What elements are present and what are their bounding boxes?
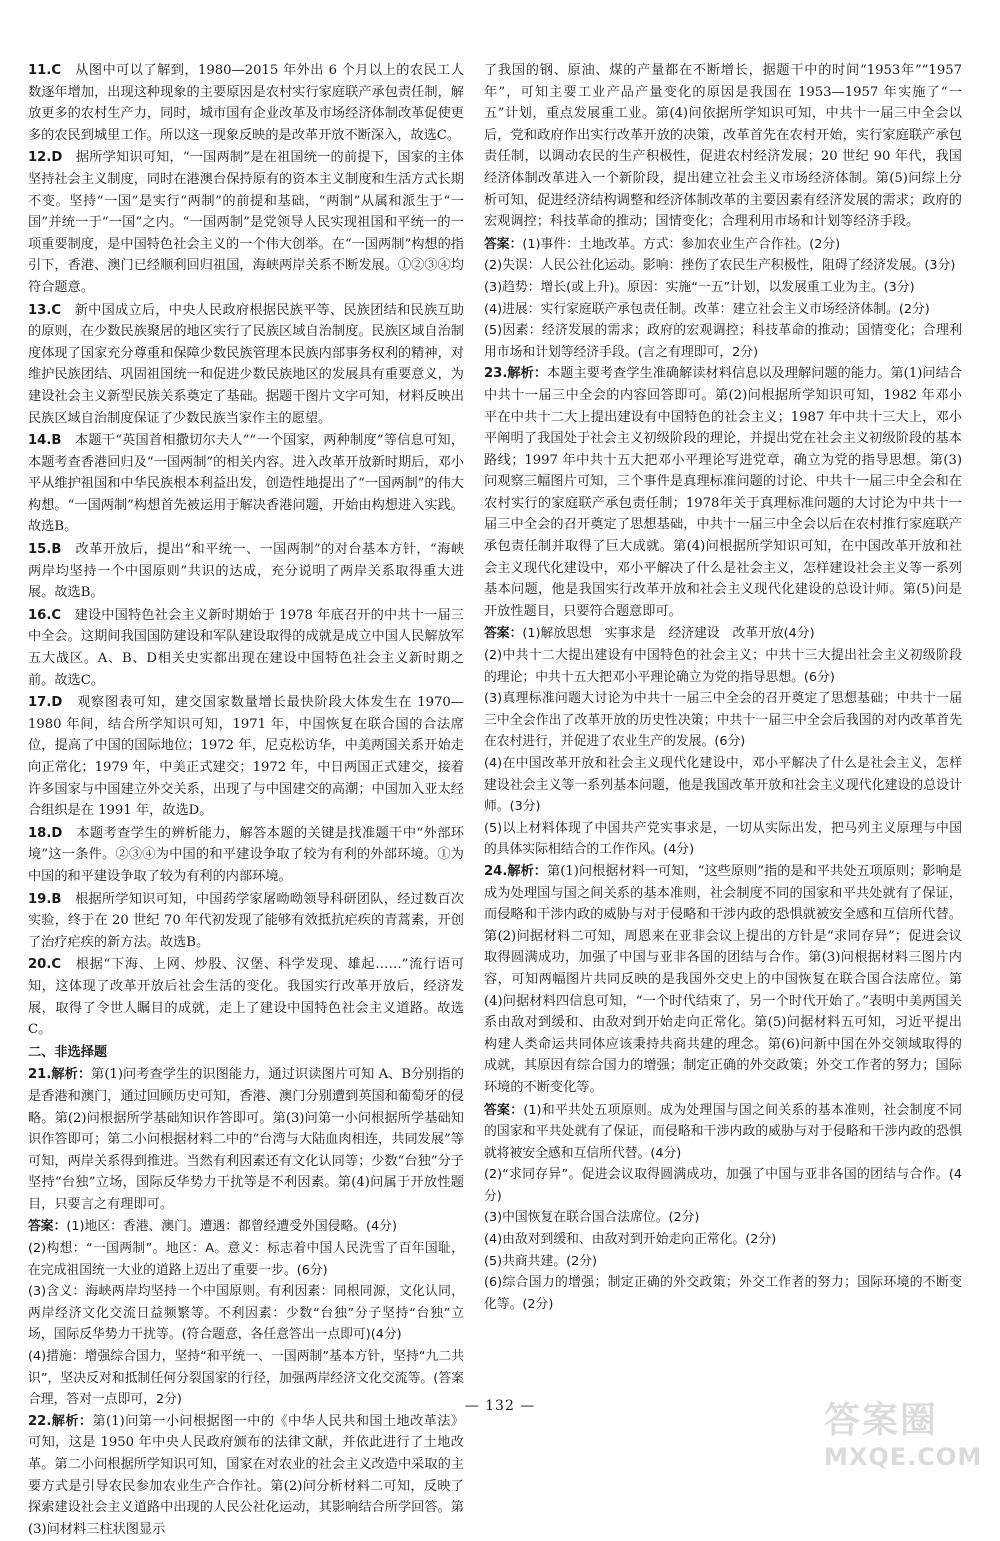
mc-item-17: 17.D 观察图表可知，建交国家数量增长最快阶段大体发生在 1970—1980 年间，结合所学知识可知，1971 年，中国恢复在联合国的合法席位，提高了中国的国际地位；1972 年，尼克松访华，中美两国关系开始走向正常化；1979 年，中美正式建交；1972 年，中日两国正式建交，接着许多国家与中国建立外交关系，出现了与中国建交的高潮；中国加入亚太经合组织是在 1991 年，故选D。 <box>28 695 464 819</box>
page-number: — 132 — <box>464 1398 536 1414</box>
right-column <box>484 60 962 1315</box>
mc-item-14: 14.B 本题干“英国首相撒切尔夫人”“一个国家，两种制度”等信息可知，本题考查香港回归及“一国两制”的相关内容。进入改革开放新时期后，邓小平从维护祖国和中华民族根本利益出发，创造性地提出了“一国两制”的伟大构想。“一国两制”构想首先被运用于解决香港问题，开始由构想进入实践。故选B。 <box>28 433 465 535</box>
mc-item-12: 12.D 据所学知识可知，“一国两制”是在祖国统一的前提下，国家的主体坚持社会主义制度，同时在港澳台保持原有的资本主义制度和生活方式长期不变。坚持“一国”是实行“两制”的前提和基础，“两制”从属和派生于“一国”并统一于“一国”之内。“一国两制”是党领导人民实现祖国和平统一的一项重要制度，是中国特色社会主义的一个伟大创举。在“一国两制”构想的指引下，香港、澳门已经顺利回归祖国，海峡两岸关系不断发展。①②③④均符合题意。 <box>28 150 464 295</box>
watermark-line-1: 答案圈 <box>824 1400 939 1441</box>
q21-answer-3: (3)含义：海峡两岸均坚持一个中国原则。有利因素：同根同源，文化认同，两岸经济文化交流日益频繁等。不利因素：少数“台独”分子坚持“台独”立场，国际反华势力干扰等。(符合题意，各任意答出一点即可)(4分) <box>28 1284 464 1343</box>
q22-analysis-start: 22.解析：第(1)问第一小问根据图一中的《中华人民共和国土地改革法》可知，这是 1950 年中央人民政府颁布的法律文献，并依此进行了土地改革。第二小问根据所学知识可知，国家在对农业的社会主义改造中采取的主要方式是引导农民参加农业生产合作社。第(2)问分析材料二可知，反映了探索建设社会主义道路中出现的人民公社化运动，其影响结合所学回答。第(3)问材料三柱状图显示 <box>28 1413 465 1537</box>
q24-answer-1: 答案：(1)和平共处五项原则。成为处理国与国之间关系的基本准则，社会制度不同的国家和平共处就有了保证，而侵略和干涉内政的威胁与对于侵略和干涉内政的恐惧就将被安全感和互信所代替。(4分) <box>484 1102 962 1161</box>
q23-analysis: 23.解析：本题主要考查学生准确解读材料信息以及理解问题的能力。第(1)问结合中共十一届三中全会的内容回答即可。第(2)问根据所学知识可知，1982 年邓小平在中共十二大上提出建设有中国特色的社会主义；1987 年中共十三大上，邓小平阐明了我国处于社会主义初级阶段的理论，并提出党在社会主义初级阶段的基本路线；1997 年中共十五大把邓小平理论写进党章，确立为党的指导思想。第(3)问观察三幅图片可知，三个事件是真理标准问题的讨论、中共十一届三中全会和在农村实行的家庭联产承包责任制；1978年关于真理标准问题的大讨论为中共十一届三中全会的召开奠定了思想基础，中共十一届三中全会以后在农村推行家庭联产承包责任制并取得了巨大成就。第(4)问根据所学知识可知，在中国改革开放和社会主义现代化建设中，邓小平解决了什么是社会主义，怎样建设社会主义等一系列基本问题，他是我国实行改革开放和社会主义现代化建设的总设计师。第(5)问是开放性题目，只要符合题意即可。 <box>484 366 962 619</box>
q24-answer-4: (4)由敌对到缓和、由敌对到开始走向正常化。(2分) <box>484 1232 777 1248</box>
q22-analysis-cont: 了我国的钢、原油、煤的产量都在不断增长，据题干中的时间“1953年”“1957 年”，可知主要工业产品产量变化的原因是我国在 1953—1957 年实施了“一五”计划，重点发展重工业。第(4)问依据所学知识可知，中共十一届三中全会以后，党和政府作出实行改革开放的决策，改革首先在农村开始，实行家庭联产承包责任制，以调动农民的生产积极性，促进农村经济发展；20 世纪 90 年代，我国经济体制改革进入一个新阶段，提出建立社会主义市场经济体制。第(5)问综上分析可知，促进经济结构调整和经济体制改革的主要因素有经济发展的需求；政府的宏观调控；科技革命的推动；国情变化；合理利用市场和计划等经济手段。 <box>484 63 962 230</box>
q21-answer-1: 答案：(1)地区：香港、澳门。遭遇：都曾经遭受外国侵略。(4分) <box>28 1219 397 1235</box>
q22-answer-1: 答案：(1)事件：土地改革。方式：参加农业生产合作社。(2分) <box>484 236 841 252</box>
mc-item-18: 18.D 本题考查学生的辨析能力，解答本题的关键是找准题干中“外部环境”这一条件。②③④为中国的和平建设争取了较为有利的外部环境。①为中国的和平建设争取了较为有利的内部环境。 <box>28 825 464 884</box>
q23-answer-4: (4)在中国改革开放和社会主义现代化建设中，邓小平解决了什么是社会主义，怎样建设社会主义等一系列基本问题，他是我国改革开放和社会主义现代化建设的总设计师。(3分) <box>484 756 962 815</box>
q24-answer-6: (6)综合国力的增强；制定正确的外交政策；外交工作者的努力；国际环境的不断变化等。(2分) <box>484 1275 962 1312</box>
mc-item-13: 13.C 新中国成立后，中央人民政府根据民族平等、民族团结和民族互助的原则，在少数民族聚居的地区实行了民族区域自治制度。民族区域自治制度体现了国家充分尊重和保障少数民族管理本民族内部事务权利的精神，对维护民族团结、巩固祖国统一和促进少数民族地区的发展具有重要意义，为建设社会主义新型民族关系奠定了基础。据题干图片文字可知，材料反映出民族区域自治制度保证了少数民族当家作主的愿望。 <box>28 302 465 426</box>
q22-answer-5: (5)因素：经济发展的需求；政府的宏观调控；科技革命的推动；国情变化；合理利用市场和计划等经济手段。(言之有理即可，2分) <box>484 323 962 360</box>
watermark-logo <box>824 1392 984 1472</box>
mc-item-16: 16.C 建设中国特色社会主义新时期始于 1978 年底召开的中共十一届三中全会。这期间我国国防建设和军队建设取得的成就是成立中国人民解放军五大战区。A、B、D相关史实都出现在建设中国特色社会主义新时期之前。故选C。 <box>28 607 464 688</box>
q23-answer-2: (2)中共十二大提出建设有中国特色的社会主义；中共十三大提出社会主义初级阶段的理论；中共十五大把邓小平理论确立为党的指导思想。(6分) <box>484 648 962 685</box>
q22-answer-3: (3)趋势：增长(或上升)。原因：实施“一五”计划，以发展重工业为主。(3分) <box>484 279 915 295</box>
q22-answer-2: (2)失误：人民公社化运动。影响：挫伤了农民生产积极性，阻碍了经济发展。(3分) <box>484 258 956 274</box>
q23-answer-1: 答案：(1)解放思想 实事求是 经济建设 改革开放(4分) <box>484 626 815 642</box>
q23-answer-5: (5)以上材料体现了中国共产党实事求是，一切从实际出发，把马列主义原理与中国的具体实际相结合的工作作风。(4分) <box>484 820 962 858</box>
q23-answer-3: (3)真理标准问题大讨论为中共十一届三中全会的召开奠定了思想基础；中共十一届三中全会作出了改革开放的历史性决策；中共十一届三中全会后我国的对内改革首先在农村进行，并促进了农业生产的发展。(6分) <box>484 691 962 750</box>
q21-answer-4: (4)措施：增强综合国力，坚持“和平统一、一国两制”基本方针，坚持“九二共识”，坚决反对和抵制任何分裂国家的行径，加强两岸经济文化交流等。(答案合理，答对一点即可，2分) <box>28 1349 464 1408</box>
watermark-line-2: MXQE.COM <box>824 1443 983 1471</box>
q24-analysis: 24.解析：第(1)问根据材料一可知，“这些原则”指的是和平共处五项原则；影响是成为处理国与国之间关系的基本准则，社会制度不同的国家和平共处就有了保证，而侵略和干涉内政的威胁与对于侵略和干涉内政的恐惧就被安全感和互信所代替。第(2)问据材料二可知，周恩来在亚非会议上提出的方针是“求同存异”；促进会议取得圆满成功，加强了中国与亚非各国的团结与合作。第(3)问根据材料三图片内容，可知两幅图片共同反映的是我国外交史上的中国恢复在联合国合法席位。第(4)问据材料四信息可知，“一个时代结束了，另一个时代开始了。”表明中美两国关系由敌对到缓和、由敌对到开始走向正常化。第(5)问据材料五可知，习近平提出构建人类命运共同体应该秉持共商共建的理念。第(6)问新中国在外交领域取得的成就，其原因有综合国力的增强；制定正确的外交政策；外交工作者的努力；国际环境的不断变化等。 <box>484 863 963 1095</box>
q21-answer-2: (2)构想：“一国两制”。地区：A。意义：标志着中国人民洗雪了百年国耻，在完成祖国统一大业的道路上迈出了重要一步。(6分) <box>28 1241 464 1278</box>
mc-item-15: 15.B 改革开放后，提出“和平统一、一国两制”的对台基本方针，“海峡两岸均坚持一个中国原则”共识的达成，充分说明了两岸关系取得重大进展。故选B。 <box>28 542 465 601</box>
mc-item-19: 19.B 根据所学知识可知，中国药学家屠呦呦领导科研团队，经过数百次实验，终于在 20 世纪 70 年代初发现了能够有效抵抗疟疾的青蒿素，开创了治疗疟疾的新方法。故选B。 <box>28 891 465 950</box>
q22-answer-4: (4)进展：实行家庭联产承包责任制。改革：建立社会主义市场经济体制。(2分) <box>484 301 930 317</box>
q21-analysis: 21.解析：第(1)问考查学生的识图能力，通过识读图片可知 A、B分别指的是香港和澳门，通过回顾历史可知，香港、澳门分别遭到英国和葡萄牙的侵略。第(2)问根据所学基础知识作答即可。第(3)问第一小问根据所学基础知识作答即可；第二小问根据材料二中的“台湾与大陆血肉相连，共同发展”等可知，两岸关系得到推进。当然有利因素还有文化认同等；少数“台独”分子坚持“台独”立场，国际反华势力干扰等是不利因素。第(4)问属于开放性题目，只要言之有理即可。 <box>28 1067 465 1212</box>
q24-answer-2: (2)“求同存异”。促进会议取得圆满成功，加强了中国与亚非各国的团结与合作。(4分) <box>484 1167 962 1204</box>
mc-item-20: 20.C 根据“下海、上网、炒股、汉堡、科学发现、雄起……”流行语可知，这体现了改革开放后社会生活的变化。我国实行改革开放后，经济发展，取得了令世人瞩目的成就，走上了建设中国特色社会主义道路。故选C。 <box>28 957 465 1038</box>
section-heading-non-choice: 二、非选择题 <box>28 1044 108 1060</box>
mc-item-11: 11.C 从图中可以了解到，1980—2015 年外出 6 个月以上的农民工人数逐年增加，出现这种现象的主要原因是农村实行家庭联产承包责任制，解放更多的农村生产力，同时，城市国有企业改革及市场经济体制改革促使更多的农民到城里工作。所以这一现象反映的是改革开放不断深入，故选C。 <box>28 63 465 143</box>
q24-answer-5: (5)共商共建。(2分) <box>484 1253 598 1269</box>
q24-answer-3: (3)中国恢复在联合国合法席位。(2分) <box>484 1210 700 1226</box>
left-column <box>28 60 464 1541</box>
